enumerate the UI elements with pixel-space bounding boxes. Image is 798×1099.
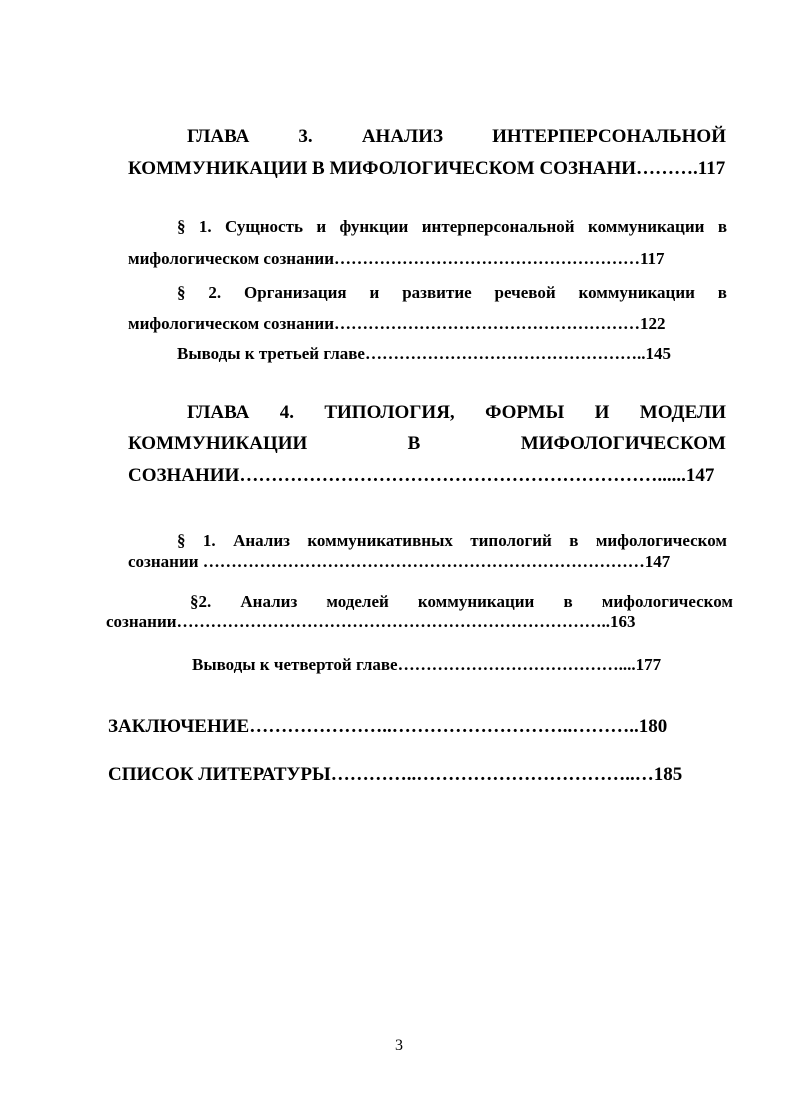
chapter4-title-line2: КОММУНИКАЦИИ В МИФОЛОГИЧЕСКОМ — [128, 433, 726, 454]
chapter3-title-line1: ГЛАВА 3. АНАЛИЗ ИНТЕРПЕРСОНАЛЬНОЙ — [187, 126, 726, 147]
chapter4-section2-line2: сознании…………………………………………………………………..163 — [106, 612, 636, 631]
chapter3-conclusions: Выводы к третьей главе…………………………………………..145 — [177, 344, 671, 363]
chapter3-section2-line2: мифологическом сознании………………………………………………122 — [128, 314, 666, 333]
chapter3-section2-line1: § 2. Организация и развитие речевой коммуникации в — [177, 283, 727, 302]
chapter4-section1-line1: § 1. Анализ коммуникативных типологий в мифологическом — [177, 531, 727, 550]
toc-conclusion: ЗАКЛЮЧЕНИЕ…………………..………………………..………..180 — [108, 716, 668, 737]
toc-references: СПИСОК ЛИТЕРАТУРЫ…………..……………………………..…185 — [108, 764, 683, 785]
chapter4-title-line3: СОЗНАНИИ…………………………………………………………......147 — [128, 465, 715, 486]
chapter3-section1-line1: § 1. Сущность и функции интерперсональной коммуникации в — [177, 217, 727, 236]
chapter4-title-line1: ГЛАВА 4. ТИПОЛОГИЯ, ФОРМЫ И МОДЕЛИ — [187, 402, 726, 423]
chapter4-section1-line2: сознании ……………………………………………………………………147 — [128, 552, 671, 571]
chapter3-title-line2: КОММУНИКАЦИИ В МИФОЛОГИЧЕСКОМ СОЗНАНИ……….117 — [128, 158, 726, 179]
chapter3-section1-line2: мифологическом сознании………………………………………………117 — [128, 249, 665, 268]
chapter4-conclusions: Выводы к четвертой главе…………………………………....177 — [192, 655, 662, 674]
page-number: 3 — [395, 1037, 403, 1054]
chapter4-section2-line1: §2. Анализ моделей коммуникации в мифологическом — [190, 592, 733, 611]
